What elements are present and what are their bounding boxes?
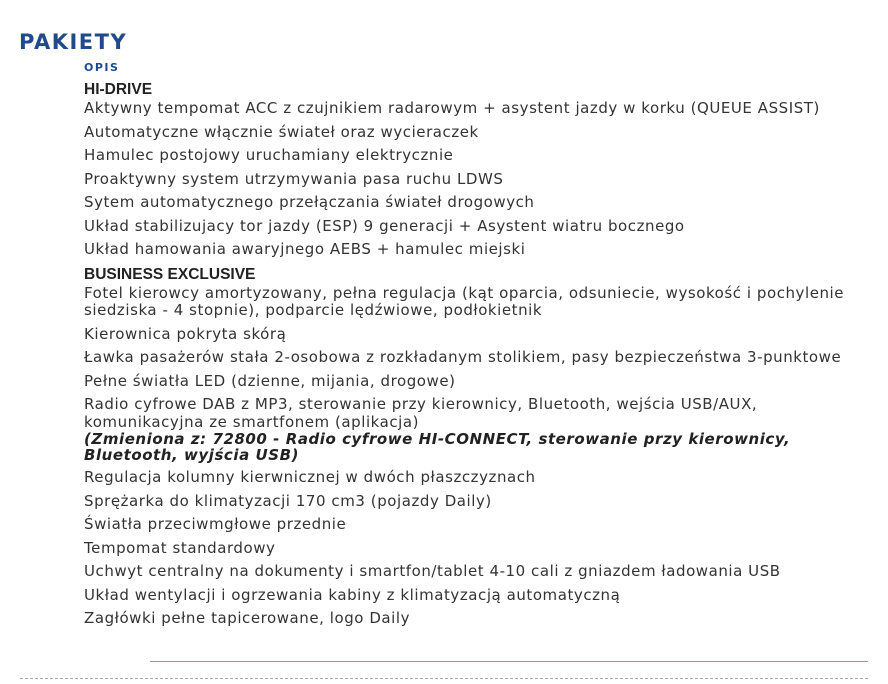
- package-list: [84, 80, 874, 634]
- list-item: Kierownica pokryta skórą: [84, 324, 287, 343]
- list-item: Tempomat standardowy: [84, 538, 276, 557]
- radio-item-text: Radio cyfrowe DAB z MP3, sterowanie przy kierownicy, Bluetooth, wejścia USB/AUX, komunikacyjna ze smartfonem (aplikacja): [84, 395, 758, 431]
- list-item: Układ wentylacji i ogrzewania kabiny z klimatyzacją automatyczną: [84, 585, 621, 604]
- list-item: Proaktywny system utrzymywania pasa ruchu LDWS: [84, 169, 504, 188]
- list-item-radio: [84, 396, 874, 463]
- list-item: Automatyczne włącznie świateł oraz wycieraczek: [84, 122, 479, 141]
- list-item: Układ stabilizujacy tor jazdy (ESP) 9 generacji + Asystent wiatru bocznego: [84, 216, 685, 235]
- list-item: Hamulec postojowy uruchamiany elektrycznie: [84, 146, 454, 164]
- list-item: Regulacja kolumny kierwnicznej w dwóch płaszczyznach: [84, 468, 536, 486]
- list-item: Uchwyt centralny na dokumenty i smartfon/tablet 4-10 cali z gniazdem ładowania USB: [84, 562, 781, 580]
- list-item: Fotel kierowcy amortyzowany, pełna regulacja (kąt oparcia, odsuniecie, wysokość i pochylenie siedziska - 4 stopnie), podparcie lędźwiowe, podłokietnik: [84, 283, 845, 319]
- page-bottom-dashed-line: [20, 678, 868, 679]
- footer-divider: [150, 661, 868, 662]
- page-subtitle: OPIS: [84, 61, 120, 74]
- list-item: Zagłówki pełne tapicerowane, logo Daily: [84, 609, 411, 627]
- list-item: Pełne światła LED (dzienne, mijania, drogowe): [84, 371, 456, 390]
- list-item: Światła przeciwmgłowe przednie: [84, 515, 347, 533]
- list-item: Układ hamowania awaryjnego AEBS + hamulec miejski: [84, 240, 526, 258]
- list-item: Aktywny tempomat ACC z czujnikiem radarowym + asystent jazdy w korku (QUEUE ASSIST): [84, 99, 820, 117]
- list-item: Sytem automatycznego przełączania świateł drogowych: [84, 193, 535, 211]
- section-heading-business-exclusive: BUSINESS EXCLUSIVE: [84, 265, 256, 283]
- page-title: PAKIETY: [19, 30, 128, 54]
- list-item: Ławka pasażerów stała 2-osobowa z rozkładanym stolikiem, pasy bezpieczeństwa 3-punktowe: [84, 348, 842, 366]
- section-heading-hi-drive: HI-DRIVE: [84, 81, 153, 98]
- list-item: Sprężarka do klimatyzacji 170 cm3 (pojazdy Daily): [84, 491, 492, 510]
- radio-replacement-note: (Zmieniona z: 72800 - Radio cyfrowe HI-CONNECT, sterowanie przy kierownicy, Bluetooth, wyjścia USB): [84, 430, 791, 464]
